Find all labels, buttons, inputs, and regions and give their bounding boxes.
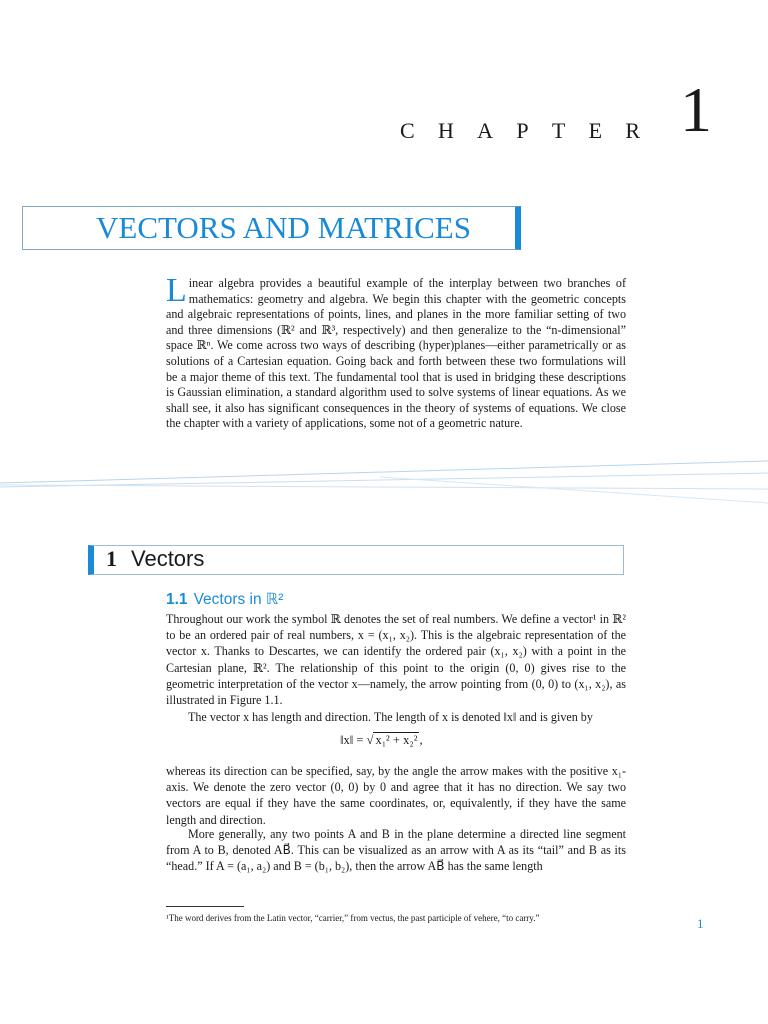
chapter-label xyxy=(400,118,640,144)
chapter-letter: R xyxy=(625,118,640,143)
body-text-3 xyxy=(166,763,626,828)
chapter-letter: H xyxy=(437,118,454,143)
paragraph: More generally, any two points A and B in the plane determine a directed line segment from A to B, denoted AB⃗. This can be visualized as an arrow with A as its “tail” and B as its “head.” If A = (a₁, a₂) and B = (b₁, b₂), then the arrow AB⃗ has the same length xyxy=(166,827,626,874)
equation-radicand: x₁² + x₂² xyxy=(375,733,418,747)
subsection-heading xyxy=(166,590,283,609)
footnote-rule xyxy=(166,906,244,907)
chapter-intro xyxy=(166,272,626,432)
chapter-letter: P xyxy=(516,118,529,143)
chapter-letter: A xyxy=(477,118,494,143)
subsection-title: Vectors in ℝ² xyxy=(193,591,284,608)
equation-tail: , xyxy=(419,733,423,747)
paragraph: Throughout our work the symbol ℝ denotes the set of real numbers. We define a vector¹ in ℝ² to be an ordered pair of real numbers, x = (x₁, x₂). This is the algebraic representation of the vector x. Thanks to Descartes, we can identify the ordered pair (x₁, x₂) with a point in the Cartesian plane, ℝ². The relationship of this point to the origin (0, 0) gives rise to the geometric interpretation of the vector x—namely, the arrow pointing from (0, 0) to (x₁, x₂), as illustrated in Figure 1.1. xyxy=(166,612,626,708)
chapter-title: VECTORS AND MATRICES xyxy=(96,210,471,245)
subsection-number: 1.1 xyxy=(166,591,188,608)
length-equation xyxy=(340,733,423,748)
paragraph: The vector x has length and direction. The length of x is denoted ‖x‖ and is given by xyxy=(188,710,593,724)
chapter-letter: T xyxy=(551,118,566,143)
chapter-number: 1 xyxy=(680,74,712,145)
equation-lhs: ‖x‖ = xyxy=(340,733,367,747)
chapter-letter: E xyxy=(588,118,603,143)
footnote: ¹The word derives from the Latin vector, “carrier,” from vectus, the past participle of vehere, “to carry.” xyxy=(166,913,540,923)
section-number: 1 xyxy=(106,546,117,571)
body-text-1 xyxy=(166,611,626,708)
section-heading xyxy=(106,546,204,572)
chapter-letter: C xyxy=(400,118,415,143)
intro-text: inear algebra provides a beautiful example of the interplay between two branches of mathematics: geometry and algebra. We begin this chapter with the geometric concepts and algebraic representations of points, lines, and planes in the more familiar setting of two and three dimensions (ℝ² and ℝ³, respectively) and then generalize to the “n-dimensional” space ℝⁿ. We come across two ways of describing (hyper)planes—either parametrically or as solutions of a Cartesian equation. Going back and forth between these two formulations will be a major theme of this text. The fundamental tool that is used in bridging these descriptions is Gaussian elimination, a standard algorithm used to solve systems of linear equations. As we shall see, it also has significant consequences in the theory of systems of equations. We close the chapter with a variety of applications, some not of a geometric nature. xyxy=(166,276,626,431)
body-text-2 xyxy=(166,709,626,725)
sqrt-symbol: √ xyxy=(366,733,374,747)
page-number: 1 xyxy=(697,916,704,931)
body-text-4 xyxy=(166,826,626,875)
section-title: Vectors xyxy=(131,546,205,571)
decorative-lines xyxy=(0,455,768,515)
paragraph: whereas its direction can be specified, say, by the angle the arrow makes with the positive x₁-axis. We denote the zero vector (0, 0) by 0 and agree that it has no direction. We say two vectors are equal if they have the same coordinates, or, equivalently, if they have the same length and direction. xyxy=(166,764,626,827)
drop-cap: L xyxy=(166,272,187,309)
